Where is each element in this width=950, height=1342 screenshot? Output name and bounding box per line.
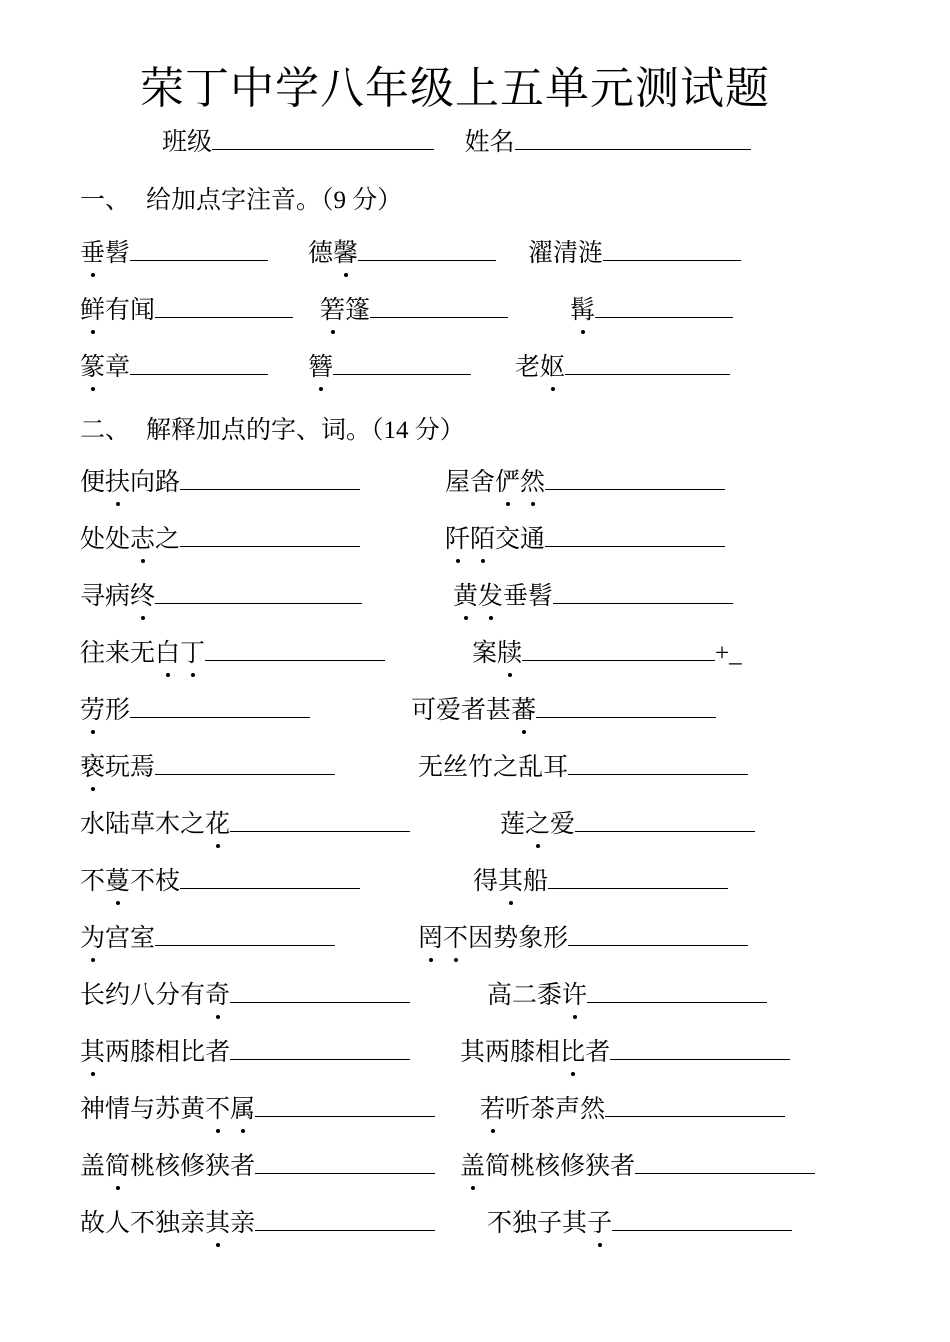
answer-blank[interactable] — [255, 1094, 435, 1117]
term-char: 若 — [480, 1096, 506, 1123]
term-char: 两 — [105, 1039, 131, 1066]
term-char: 无 — [418, 754, 444, 781]
term-char: 髯 — [570, 297, 596, 324]
pinyin-item — [570, 295, 733, 326]
term-char: 爱 — [436, 697, 462, 724]
definition-item — [445, 524, 725, 555]
term-char: 耳 — [543, 754, 569, 781]
section-2-heading — [80, 410, 465, 446]
term-char: 木 — [155, 811, 181, 838]
definition-item — [80, 1208, 435, 1239]
term-char: 情 — [105, 1096, 131, 1123]
term-char: 焉 — [130, 754, 156, 781]
term-char: 核 — [155, 1153, 181, 1180]
term-char: 其 — [205, 1210, 231, 1237]
term-char: 人 — [105, 1210, 131, 1237]
definition-item — [411, 695, 716, 726]
term-char: 象 — [518, 925, 544, 952]
definition-item — [500, 809, 755, 840]
term-char: 子 — [537, 1210, 563, 1237]
term-char: 不 — [205, 1096, 231, 1123]
term-char: 形 — [543, 925, 569, 952]
term-char: 茶 — [530, 1096, 556, 1123]
term-char: 竹 — [468, 754, 494, 781]
stray-mark: +_ — [715, 640, 742, 667]
term-char: 德 — [308, 240, 334, 267]
term-char: 声 — [555, 1096, 581, 1123]
answer-blank[interactable] — [610, 1037, 790, 1060]
definition-item — [80, 1094, 435, 1125]
term-char: 不 — [443, 925, 469, 952]
pinyin-item — [80, 352, 268, 383]
answer-blank[interactable] — [155, 923, 335, 946]
definition-item — [80, 1037, 410, 1068]
term-char: 相 — [155, 1039, 181, 1066]
term-char: 者 — [230, 1153, 256, 1180]
term-char: 莲 — [500, 811, 526, 838]
answer-blank[interactable] — [358, 238, 496, 261]
term-char: 苏 — [155, 1096, 181, 1123]
term-char: 其 — [80, 1039, 106, 1066]
term-char: 之 — [180, 811, 206, 838]
term-char: 者 — [205, 1039, 231, 1066]
term-char: 简 — [105, 1153, 131, 1180]
term-char: 然 — [520, 469, 546, 496]
definition-item — [418, 923, 748, 954]
answer-blank[interactable] — [155, 752, 335, 775]
definition-item — [460, 1037, 790, 1068]
term-char: 形 — [105, 697, 131, 724]
definition-item — [453, 581, 733, 612]
term-char: 然 — [580, 1096, 606, 1123]
definition-item — [80, 467, 360, 498]
term-char: 丝 — [443, 754, 469, 781]
term-char: 子 — [587, 1210, 613, 1237]
term-char: 甚 — [486, 697, 512, 724]
term-char: 宫 — [105, 925, 131, 952]
term-char: 独 — [155, 1210, 181, 1237]
term-char: 许 — [562, 982, 588, 1009]
term-char: 处 — [80, 526, 106, 553]
answer-blank[interactable] — [230, 980, 410, 1003]
term-char: 髫 — [528, 583, 554, 610]
term-char: 案 — [472, 640, 498, 667]
term-char: 志 — [130, 526, 156, 553]
term-char: 黄 — [453, 583, 479, 610]
term-char: 路 — [155, 469, 181, 496]
term-char: 黍 — [537, 982, 563, 1009]
term-char: 不 — [130, 868, 156, 895]
term-char: 花 — [205, 811, 231, 838]
term-char: 箬 — [320, 297, 346, 324]
term-char: 阡 — [445, 526, 471, 553]
term-char: 舍 — [470, 469, 496, 496]
section-1-text: 给加点字注音。（9 分） — [146, 187, 403, 214]
term-char: 比 — [180, 1039, 206, 1066]
term-char: 膝 — [130, 1039, 156, 1066]
pinyin-item — [515, 352, 730, 383]
term-char: 不 — [80, 868, 106, 895]
definition-item — [80, 1151, 435, 1182]
term-char: 交 — [495, 526, 521, 553]
term-char: 约 — [105, 982, 131, 1009]
pinyin-item — [528, 238, 741, 269]
section-1-heading — [80, 180, 402, 216]
term-char: 妪 — [540, 354, 566, 381]
term-char: 长 — [80, 982, 106, 1009]
term-char: 涟 — [578, 240, 604, 267]
definition-item — [80, 980, 410, 1011]
term-char: 盖 — [80, 1153, 106, 1180]
answer-blank[interactable] — [130, 238, 268, 261]
answer-blank[interactable] — [568, 752, 748, 775]
term-char: 故 — [80, 1210, 106, 1237]
term-char: 之 — [493, 754, 519, 781]
answer-blank[interactable] — [565, 352, 730, 375]
answer-blank[interactable] — [536, 695, 716, 718]
term-char: 室 — [130, 925, 156, 952]
definition-item — [480, 1094, 785, 1125]
term-char: 寻 — [80, 583, 106, 610]
answer-blank[interactable] — [635, 1151, 815, 1174]
term-char: 往 — [80, 640, 106, 667]
answer-blank[interactable] — [255, 1151, 435, 1174]
answer-blank[interactable] — [612, 1208, 792, 1231]
answer-blank[interactable] — [587, 980, 767, 1003]
pinyin-item — [308, 352, 471, 383]
term-char: 属 — [230, 1096, 256, 1123]
term-char: 与 — [130, 1096, 156, 1123]
term-char: 清 — [553, 240, 579, 267]
term-char: 向 — [130, 469, 156, 496]
term-char: 不 — [130, 1210, 156, 1237]
term-char: 乱 — [518, 754, 544, 781]
term-char: 之 — [155, 526, 181, 553]
term-char: 馨 — [333, 240, 359, 267]
answer-blank[interactable] — [130, 695, 310, 718]
term-char: 亲 — [180, 1210, 206, 1237]
answer-blank[interactable] — [155, 581, 362, 604]
definition-item — [80, 809, 410, 840]
term-char: 修 — [180, 1153, 206, 1180]
term-char: 船 — [523, 868, 549, 895]
term-char: 狭 — [205, 1153, 231, 1180]
term-char: 丁 — [180, 640, 206, 667]
term-char: 通 — [520, 526, 546, 553]
term-char: 蕃 — [511, 697, 537, 724]
answer-blank[interactable] — [545, 467, 725, 490]
term-char: 蔓 — [105, 868, 131, 895]
term-char: 听 — [505, 1096, 531, 1123]
answer-blank[interactable] — [370, 295, 508, 318]
answer-blank[interactable] — [522, 638, 715, 661]
answer-blank[interactable] — [595, 295, 733, 318]
term-char: 有 — [105, 297, 131, 324]
answer-blank[interactable] — [230, 1037, 410, 1060]
answer-blank[interactable] — [605, 1094, 785, 1117]
term-char: 势 — [493, 925, 519, 952]
pinyin-item — [80, 238, 268, 269]
class-label: 班级 — [162, 129, 213, 156]
answer-blank[interactable] — [180, 524, 360, 547]
definition-item — [487, 980, 767, 1011]
answer-blank[interactable] — [548, 866, 728, 889]
term-char: 终 — [130, 583, 156, 610]
answer-blank[interactable] — [568, 923, 748, 946]
term-char: 桃 — [510, 1153, 536, 1180]
term-char: 其 — [460, 1039, 486, 1066]
term-char: 可 — [411, 697, 437, 724]
term-char: 比 — [560, 1039, 586, 1066]
pinyin-item — [80, 295, 293, 326]
term-char: 老 — [515, 354, 541, 381]
answer-blank[interactable] — [603, 238, 741, 261]
term-char: 水 — [80, 811, 106, 838]
term-char: 来 — [105, 640, 131, 667]
term-char: 两 — [485, 1039, 511, 1066]
page-title: 荣丁中学八年级上五单元测试题 — [140, 64, 770, 113]
term-char: 黄 — [180, 1096, 206, 1123]
definition-item — [80, 752, 335, 783]
term-char: 鲜 — [80, 297, 106, 324]
term-char: 核 — [535, 1153, 561, 1180]
answer-blank[interactable] — [575, 809, 755, 832]
section-1-number: 一、 — [80, 187, 131, 214]
definition-item — [80, 581, 362, 612]
definition-item — [80, 524, 360, 555]
term-char: 亲 — [230, 1210, 256, 1237]
term-char: 二 — [512, 982, 538, 1009]
term-char: 桃 — [130, 1153, 156, 1180]
term-char: 垂 — [80, 240, 106, 267]
answer-blank[interactable] — [155, 295, 293, 318]
term-char: 八 — [130, 982, 156, 1009]
term-char: 得 — [473, 868, 499, 895]
term-char: 其 — [498, 868, 524, 895]
definition-item — [445, 467, 725, 498]
term-char: 为 — [80, 925, 106, 952]
term-char: 草 — [130, 811, 156, 838]
term-char: 膝 — [510, 1039, 536, 1066]
definition-item — [473, 866, 728, 897]
term-char: 发 — [478, 583, 504, 610]
term-char: 简 — [485, 1153, 511, 1180]
term-char: 枝 — [155, 868, 181, 895]
term-char: 分 — [155, 982, 181, 1009]
term-char: 者 — [610, 1153, 636, 1180]
answer-blank[interactable] — [255, 1208, 435, 1231]
term-char: 劳 — [80, 697, 106, 724]
term-char: 闻 — [130, 297, 156, 324]
term-char: 病 — [105, 583, 131, 610]
term-char: 垂 — [503, 583, 529, 610]
term-char: 独 — [512, 1210, 538, 1237]
answer-blank[interactable] — [545, 524, 725, 547]
term-char: 便 — [80, 469, 106, 496]
name-label: 姓名 — [464, 129, 515, 156]
term-char: 篆 — [80, 354, 106, 381]
term-char: 其 — [562, 1210, 588, 1237]
definition-item — [80, 923, 335, 954]
term-char: 屋 — [445, 469, 471, 496]
definition-item — [80, 695, 310, 726]
term-char: 修 — [560, 1153, 586, 1180]
term-char: 罔 — [418, 925, 444, 952]
term-char: 篷 — [345, 297, 371, 324]
answer-blank[interactable] — [180, 866, 360, 889]
definition-item — [460, 1151, 815, 1182]
term-char: 之 — [525, 811, 551, 838]
term-char: 陌 — [470, 526, 496, 553]
name-blank[interactable] — [515, 123, 751, 150]
term-char: 奇 — [205, 982, 231, 1009]
answer-blank[interactable] — [333, 352, 471, 375]
term-char: 神 — [80, 1096, 106, 1123]
student-info-line — [162, 122, 751, 158]
term-char: 牍 — [497, 640, 523, 667]
definition-item — [80, 638, 385, 669]
term-char: 扶 — [105, 469, 131, 496]
term-char: 玩 — [105, 754, 131, 781]
term-char: 者 — [461, 697, 487, 724]
answer-blank[interactable] — [180, 467, 360, 490]
term-char: 陆 — [105, 811, 131, 838]
term-char: 盖 — [460, 1153, 486, 1180]
term-char: 白 — [155, 640, 181, 667]
term-char: 亵 — [80, 754, 106, 781]
term-char: 狭 — [585, 1153, 611, 1180]
term-char: 濯 — [528, 240, 554, 267]
term-char: 俨 — [495, 469, 521, 496]
term-char: 簪 — [308, 354, 334, 381]
definition-item — [418, 752, 748, 783]
term-char: 不 — [487, 1210, 513, 1237]
pinyin-item — [308, 238, 496, 269]
answer-blank[interactable] — [130, 352, 268, 375]
answer-blank[interactable] — [205, 638, 385, 661]
term-char: 髫 — [105, 240, 131, 267]
section-2-number: 二、 — [80, 417, 131, 444]
term-char: 者 — [585, 1039, 611, 1066]
term-char: 无 — [130, 640, 156, 667]
term-char: 因 — [468, 925, 494, 952]
term-char: 有 — [180, 982, 206, 1009]
term-char: 高 — [487, 982, 513, 1009]
definition-item — [472, 638, 742, 669]
class-blank[interactable] — [212, 123, 434, 150]
section-2-text: 解释加点的字、词。（14 分） — [146, 417, 465, 444]
pinyin-item — [320, 295, 508, 326]
answer-blank[interactable] — [230, 809, 410, 832]
definition-item — [487, 1208, 792, 1239]
term-char: 相 — [535, 1039, 561, 1066]
term-char: 爱 — [550, 811, 576, 838]
term-char: 处 — [105, 526, 131, 553]
term-char: 章 — [105, 354, 131, 381]
definition-item — [80, 866, 360, 897]
answer-blank[interactable] — [553, 581, 733, 604]
